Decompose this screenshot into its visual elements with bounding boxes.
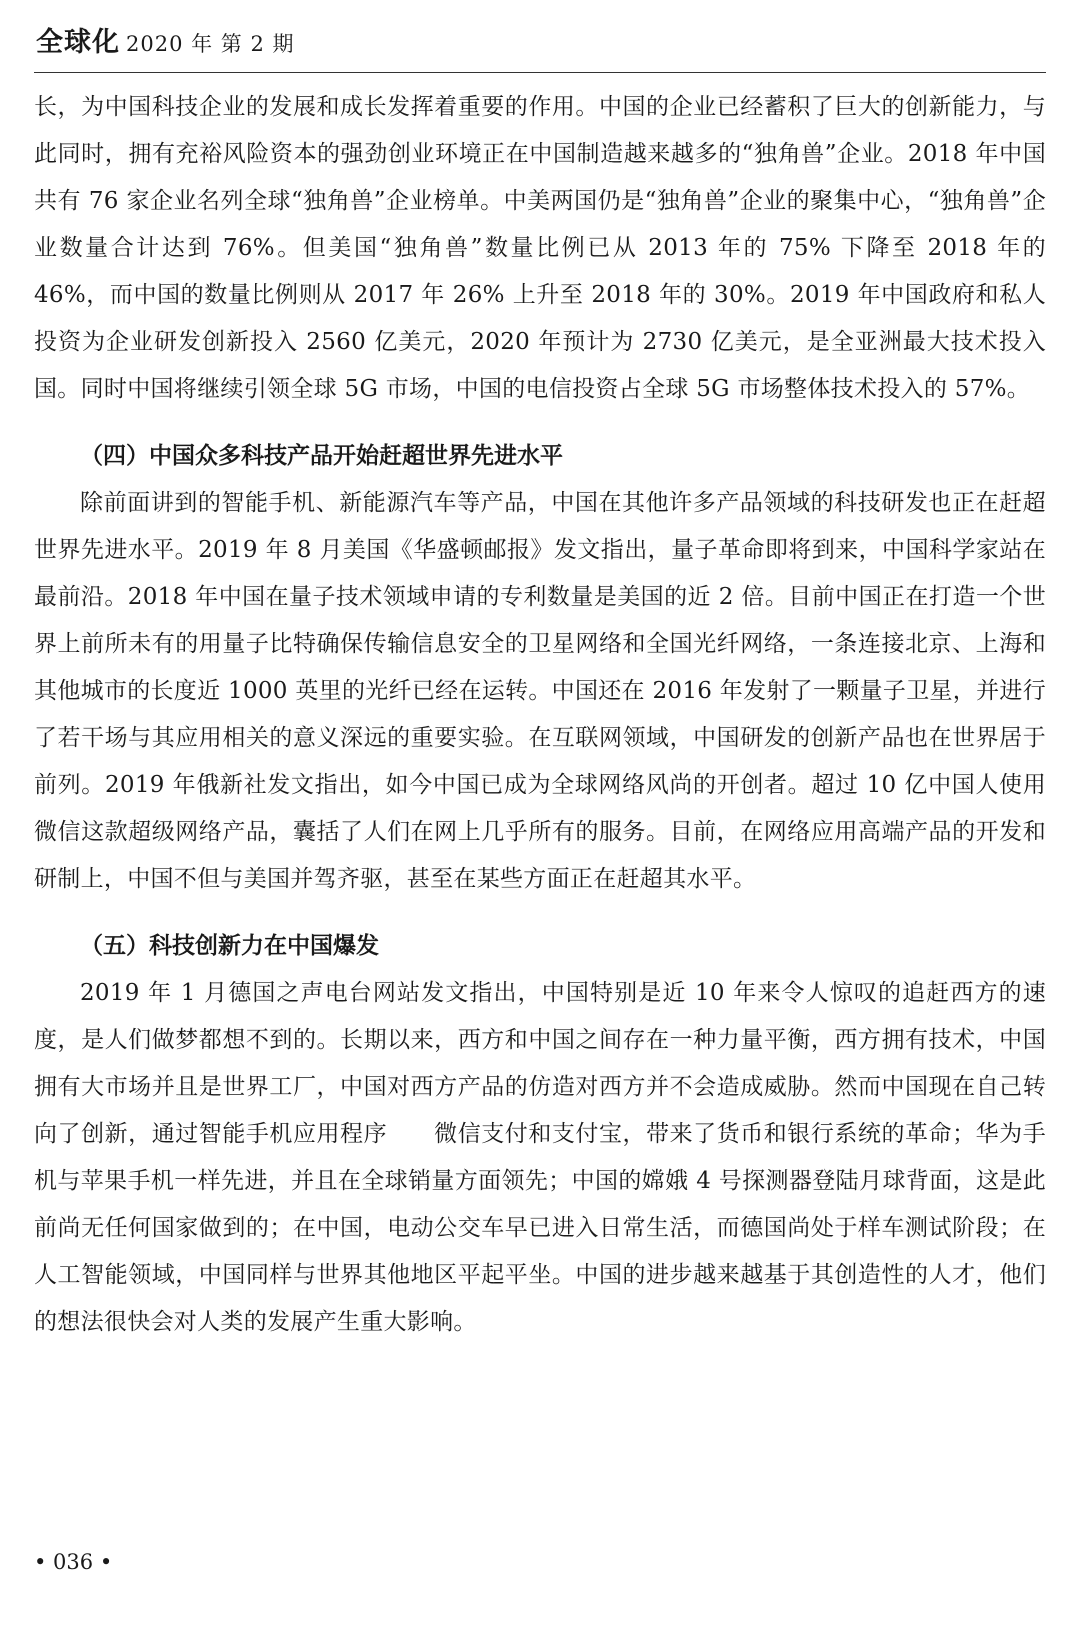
issue-label: 2020 年 第 2 期 <box>126 32 295 56</box>
running-header <box>36 20 295 64</box>
article-body <box>34 84 1046 1346</box>
section-heading-5: （五）科技创新力在中国爆发 <box>80 933 379 959</box>
section-heading-4: （四）中国众多科技产品开始赶超世界先进水平 <box>80 443 563 469</box>
paragraph-section-5: 2019 年 1 月德国之声电台网站发文指出，中国特别是近 10 年来令人惊叹的追赶西方的速度，是人们做梦都想不到的。长期以来，西方和中国之间存在一种力量平衡，西方拥有技术，中国拥有大市场并且是世界工厂，中国对西方产品的仿造对西方并不会造成威胁。然而中国现在自己转向了创新，通过智能手机应用程序 微信支付和支付宝，带来了货币和银行系统的革命；华为手机与苹果手机一样先进，并且在全球销量方面领先；中国的嫦娥 4 号探测器登陆月球背面，这是此前尚无任何国家做到的；在中国，电动公交车早已进入日常生活，而德国尚处于样车测试阶段；在人工智能领域，中国同样与世界其他地区平起平坐。中国的进步越来越基于其创造性的人才，他们的想法很快会对人类的发展产生重大影响。 <box>34 980 1046 1335</box>
journal-name: 全球化 <box>36 27 120 58</box>
page-number: • 036 • <box>34 1550 113 1574</box>
paragraph-section-4: 除前面讲到的智能手机、新能源汽车等产品，中国在其他许多产品领域的科技研发也正在赶超世界先进水平。2019 年 8 月美国《华盛顿邮报》发文指出，量子革命即将到来，中国科学家站在最前沿。2018 年中国在量子技术领域申请的专利数量是美国的近 2 倍。目前中国正在打造一个世界上前所未有的用量子比特确保传输信息安全的卫星网络和全国光纤网络，一条连接北京、上海和其他城市的长度近 1000 英里的光纤已经在运转。中国还在 2016 年发射了一颗量子卫星，并进行了若干场与其应用相关的意义深远的重要实验。在互联网领域，中国研发的创新产品也在世界居于前列。2019 年俄新社发文指出，如今中国已成为全球网络风尚的开创者。超过 10 亿中国人使用微信这款超级网络产品，囊括了人们在网上几乎所有的服务。目前，在网络应用高端产品的开发和研制上，中国不但与美国并驾齐驱，甚至在某些方面正在赶超其水平。 <box>34 490 1047 892</box>
header-rule <box>34 72 1046 73</box>
paragraph-continued: 长，为中国科技企业的发展和成长发挥着重要的作用。中国的企业已经蓄积了巨大的创新能力，与此同时，拥有充裕风险资本的强劲创业环境正在中国制造越来越多的“独角兽”企业。2018 年中国共有 76 家企业名列全球“独角兽”企业榜单。中美两国仍是“独角兽”企业的聚集中心，“独角兽”企业数量合计达到 76%。但美国“独角兽”数量比例已从 2013 年的 75% 下降至 2018 年的 46%，而中国的数量比例则从 2017 年 26% 上升至 2018 年的 30%。2019 年中国政府和私人投资为企业研发创新投入 2560 亿美元，2020 年预计为 2730 亿美元，是全亚洲最大技术投入国。同时中国将继续引领全球 5G 市场，中国的电信投资占全球 5G 市场整体技术投入的 57%。 <box>34 94 1046 402</box>
